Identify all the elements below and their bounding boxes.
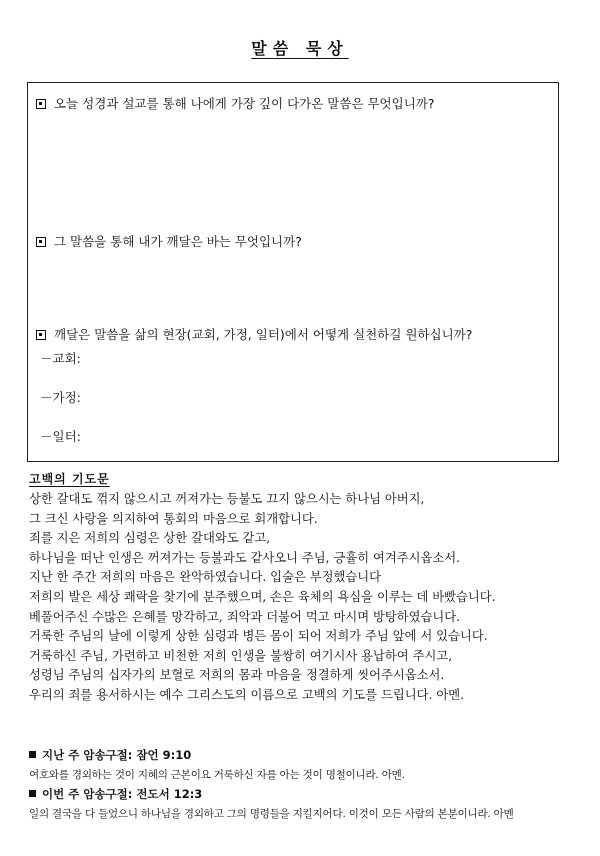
prayer-body [29,490,569,706]
this-week-recitation-heading [29,786,202,802]
last-week-recitation-heading [29,747,191,763]
prayer-line: 우리의 죄를 용서하시는 예수 그리스도의 이름으로 고백의 기도를 드립니다. 아멘. [29,687,464,702]
practice-church: －교회: [40,351,81,366]
checkbox-square-icon [36,99,46,109]
meditation-box [27,82,559,462]
prayer-line: 지난 한 주간 저희의 마음은 완악하였습니다. 입술은 부정했습니다 [29,570,381,585]
bullet-square-icon [29,751,36,758]
this-week-heading-text: 이번 주 암송구절: 전도서 12:3 [42,787,203,801]
practice-home: －가정: [40,390,81,405]
practice-work: －일터: [40,429,81,444]
prayer-line: 저희의 발은 세상 쾌락을 찾기에 분주했으며, 손은 육체의 욕심을 이루는 데 바빴습니다. [29,589,496,604]
question-2-text: 그 말씀을 통해 내가 깨달은 바는 무엇입니까? [54,234,302,249]
prayer-line: 거룩한 주님의 날에 이렇게 상한 심령과 병든 몸이 되어 저희가 주님 앞에 서 있습니다. [29,629,488,644]
last-week-recitation-text: 여호와를 경외하는 것이 지혜의 근본이요 거룩하신 자를 아는 것이 명철이니라. 아멘. [29,769,405,781]
question-1-text: 오늘 성경과 설교를 통해 나에게 가장 깊이 다가온 말씀은 무엇입니까? [54,96,435,111]
checkbox-square-icon [36,330,46,340]
prayer-title: 고백의 기도문 [29,472,110,486]
this-week-recitation-text: 일의 결국을 다 들었으니 하나님을 경외하고 그의 명령들을 지킬지어다. 이것이 모든 사람의 본분이니라. 아멘 [29,808,514,820]
last-week-heading-text: 지난 주 암송구절: 잠언 9:10 [42,748,192,762]
prayer-line: 죄를 지은 저희의 심령은 상한 갈대와도 같고, [29,531,271,546]
prayer-line: 성령님 주님의 십자가의 보혈로 저희의 몸과 마음을 정결하게 씻어주시옵소서. [29,668,445,683]
page-title [0,36,600,59]
question-2 [36,232,302,250]
question-3-text: 깨달은 말씀을 삶의 현장(교회, 가정, 일터)에서 어떻게 실천하길 원하십니까? [54,327,473,342]
question-3 [36,325,472,343]
question-1 [36,94,435,112]
checkbox-square-icon [36,237,46,247]
prayer-line: 거룩하신 주님, 가련하고 비천한 저희 인생을 불쌍히 여기시사 용납하여 주시고, [29,648,453,663]
prayer-line: 그 크신 사랑을 의지하여 통회의 마음으로 회개합니다. [29,511,318,526]
prayer-line: 상한 갈대도 꺾지 않으시고 꺼져가는 등불도 끄지 않으시는 하나님 아버지, [29,492,425,506]
page-title-text: 말씀 묵상 [251,39,349,58]
prayer-line: 베풀어주신 수많은 은혜를 망각하고, 죄악과 더불어 먹고 마시며 방탕하였습니다. [29,609,461,624]
bullet-square-icon [29,790,36,797]
prayer-line: 하나님을 떠난 인생은 꺼져가는 등불과도 같사오니 주님, 긍휼히 여겨주시옵소서. [29,550,461,565]
